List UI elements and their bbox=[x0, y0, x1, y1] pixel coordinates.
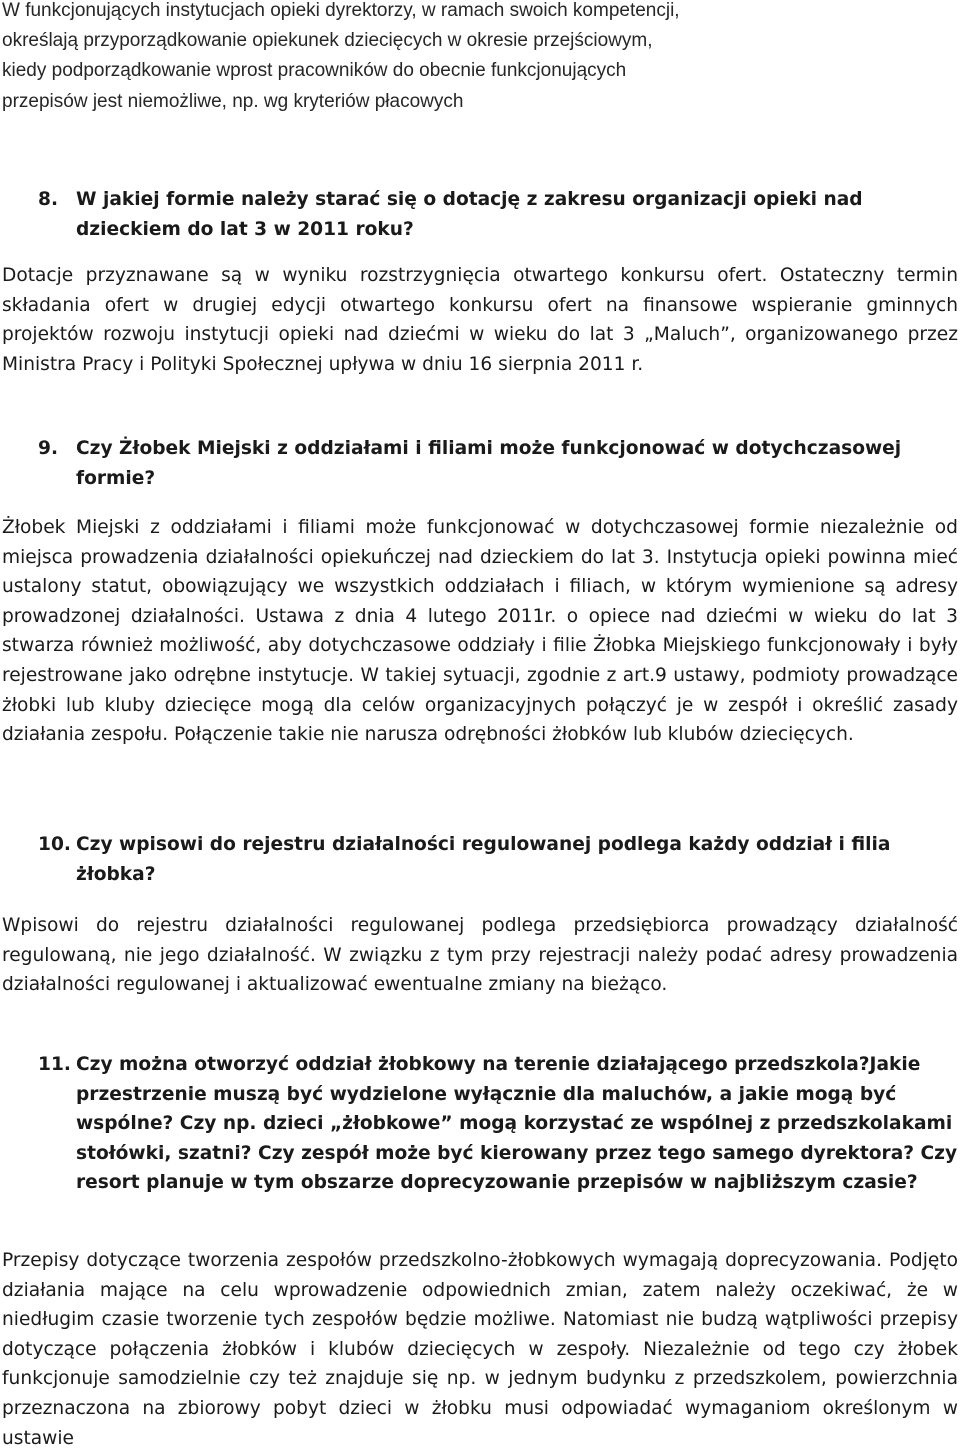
answer-paragraph-11: Przepisy dotyczące tworzenia zespołów przedszkolno-żłobkowych wymagają doprecyzowania. Podjęto działania mające na celu wprowadzenie odpowiednich zmian, zatem należy oczekiwać, że w niedługim czasie tworzenie tych zespołów będzie możliwe. Natomiast nie budzą wątpliwości przepisy dotyczące połączenia żłobków i klubów dziecięcych w zespoły. Niezależnie od tego czy żłobek funkcjonuje samodzielnie czy też znajduje się np. w jednym budynku z przedszkolem, powierzchnia przeznaczona na zbiorowy pobyt dzieci w żłobku musi odpowiadać wymaganiom określonym w ustawie bbox=[2, 1250, 958, 1449]
question-text: W jakiej formie należy starać się o dotację z zakresu organizacji opieki nad dzieckiem do lat 3 w 2011 roku? bbox=[76, 189, 863, 240]
question-number: 8. bbox=[38, 189, 59, 210]
answer-paragraph-8: Dotacje przyznawane są w wyniku rozstrzygnięcia otwartego konkursu ofert. Ostateczny termin składania ofert w drugiej edycji otwartego konkursu ofert na finansowe wspieranie gminnych projektów rozwoju instytucji opieki nad dziećmi w wieku do lat 3 „Maluch”, organizowanego przez Ministra Pracy i Polityki Społecznej upływa w dniu 16 sierpnia 2011 r. bbox=[2, 265, 958, 375]
question-text: Czy wpisowi do rejestru działalności regulowanej podlega każdy oddział i filia żłobka? bbox=[76, 834, 891, 885]
question-heading-9 bbox=[38, 434, 928, 493]
intro-paragraph: W funkcjonujących instytucjach opieki dyrektorzy, w ramach swoich kompetencji, określają przyporządkowanie opiekunek dziecięcych w okresie przejściowym, kiedy podporządkowanie wprost pracowników do obecnie funkcjonujących przepisów jest niemożliwe, np. wg kryteriów płacowych bbox=[2, 0, 680, 112]
question-number: 11. bbox=[38, 1054, 71, 1075]
question-text: Czy można otworzyć oddział żłobkowy na terenie działającego przedszkola?Jakie przestrzenie muszą być wydzielone wyłącznie dla maluchów, a jakie mogą być wspólne? Czy np. dzieci „żłobkowe” mogą korzystać ze wspólnej z przedszkolakami stołówki, szatni? Czy zespół może być kierowany przez tego samego dyrektora? Czy resort planuje w tym obszarze doprecyzowanie przepisów w najbliższym czasie? bbox=[76, 1054, 958, 1194]
answer-paragraph-9: Żłobek Miejski z oddziałami i filiami może funkcjonować w dotychczasowej formie niezależnie od miejsca prowadzenia działalności opiekuńczej nad dzieckiem do lat 3. Instytucja opieki powinna mieć ustalony statut, obowiązujący we wszystkich oddziałach i filiach, w którym wymienione są adresy prowadzonej działalności. Ustawa z dnia 4 lutego 2011r. o opiece nad dziećmi w wieku do lat 3 stwarza również możliwość, aby dotychczasowe oddziały i filie Żłobka Miejskiego funkcjonowały i były rejestrowane jako odrębne instytucje. W takiej sytuacji, zgodnie z art.9 ustawy, podmioty prowadzące żłobki lub kluby dziecięce mogą dla celów organizacyjnych połączyć je w zespół i określić zasady działania zespołu. Połączenie takie nie narusza odrębności żłobków lub klubów dziecięcych. bbox=[2, 517, 958, 746]
answer-paragraph-10: Wpisowi do rejestru działalności regulowanej podlega przedsiębiorca prowadzący działalność regulowaną, nie jego działalność. W związku z tym przy rejestracji należy podać adresy prowadzenia działalności regulowanej i aktualizować ewentualne zmiany na bieżąco. bbox=[2, 915, 958, 996]
question-heading-8 bbox=[38, 185, 928, 244]
question-heading-10 bbox=[38, 830, 958, 889]
question-heading-11 bbox=[38, 1050, 958, 1198]
question-number: 10. bbox=[38, 834, 71, 855]
question-text: Czy Żłobek Miejski z oddziałami i filiami może funkcjonować w dotychczasowej formie? bbox=[76, 438, 902, 489]
question-number: 9. bbox=[38, 438, 59, 459]
